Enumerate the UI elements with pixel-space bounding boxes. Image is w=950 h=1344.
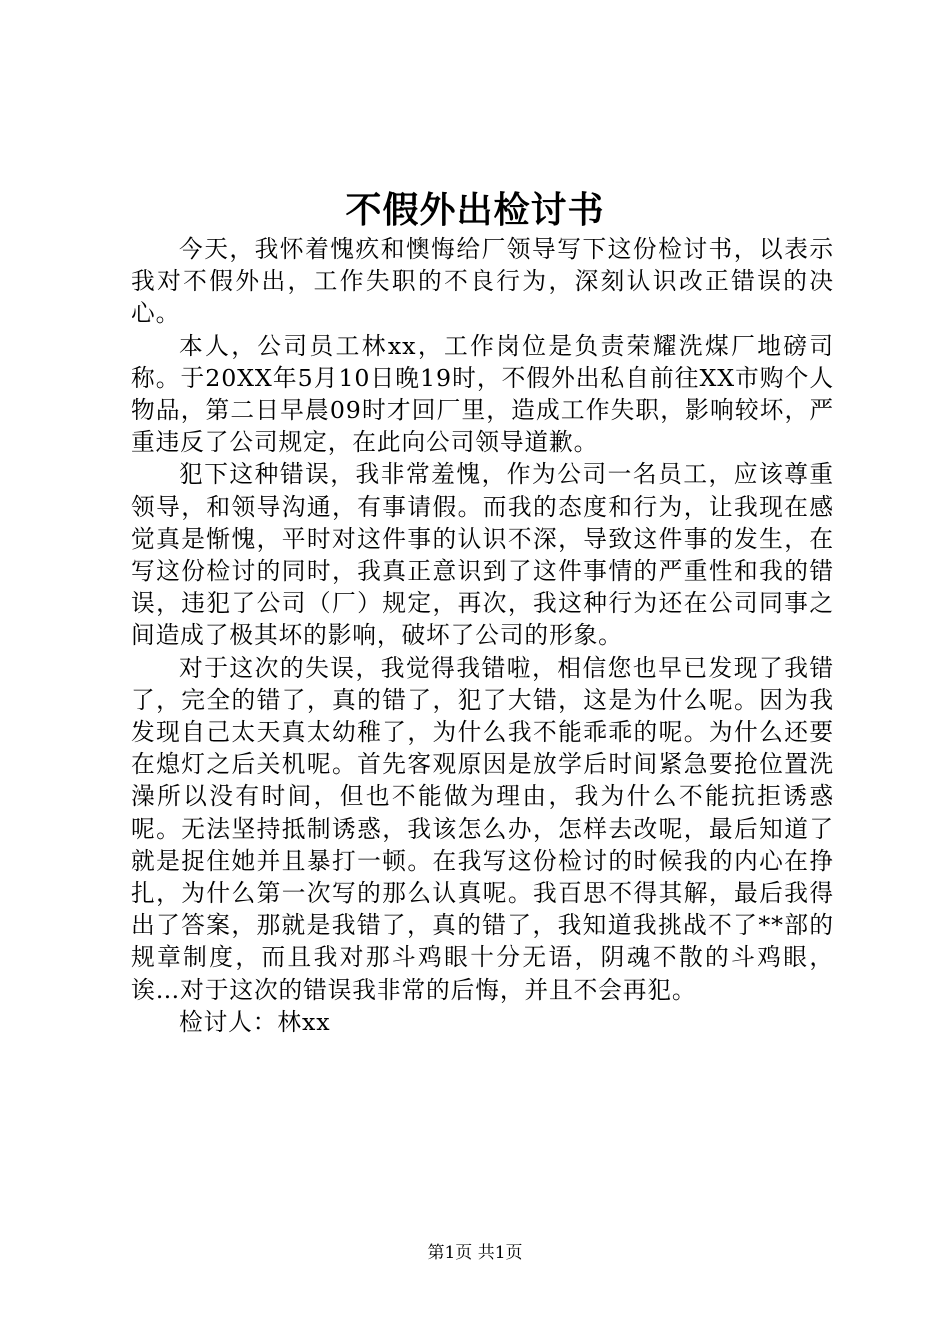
document-title: 不假外出检讨书 [345,189,605,231]
paragraph-4: 对于这次的失误，我觉得我错啦，相信您也早已发现了我错了，完全的错了，真的错了，犯了大错，这是为什么呢。因为我发现自己太天真太幼稚了，为什么我不能乖乖的呢。为什么还要在熄灯之后关机呢。首先客观原因是放学后时间紧急要抢位置洗澡所以没有时间，但也不能做为理由，我为什么不能抗拒诱惑呢。无法坚持抵制诱惑，我该怎么办，怎样去改呢，最后知道了就是捉住她并且暴打一顿。在我写这份检讨的时候我的内心在挣扎，为什么第一次写的那么认真呢。我百思不得其解，最后我得出了答案，那就是我错了，真的错了，我知道我挑战不了**部的规章制度，而且我对那斗鸡眼十分无语，阴魂不散的斗鸡眼，诶…对于这次的错误我非常的后悔，并且不会再犯。 [131,653,834,1004]
document-body [131,233,834,1038]
page-number-footer: 第1页 共1页 [427,1243,523,1263]
signature-line: 检讨人：林xx [179,1007,331,1036]
paragraph-2: 本人，公司员工林xx，工作岗位是负责荣耀洗煤厂地磅司称。于20XX年5月10日晚19时，不假外出私自前往XX市购个人物品，第二日早晨09时才回厂里，造成工作失职，影响较坏，严重违反了公司规定，在此向公司领导道歉。 [131,331,834,457]
paragraph-3: 犯下这种错误，我非常羞愧，作为公司一名员工，应该尊重领导，和领导沟通，有事请假。而我的态度和行为，让我现在感觉真是惭愧，平时对这件事的认识不深，导致这件事的发生，在写这份检讨的同时，我真正意识到了这件事情的严重性和我的错误，违犯了公司（厂）规定，再次，我这种行为还在公司同事之间造成了极其坏的影响，破坏了公司的形象。 [131,460,834,650]
paragraph-1: 今天，我怀着愧疚和懊悔给厂领导写下这份检讨书，以表示我对不假外出，工作失职的不良行为，深刻认识改正错误的决心。 [131,235,834,328]
